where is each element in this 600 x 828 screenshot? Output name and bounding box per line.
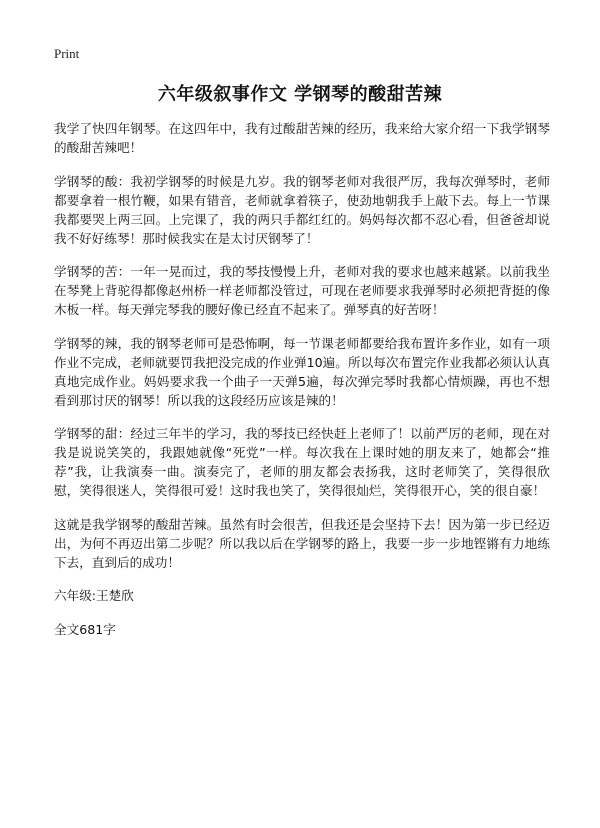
article-paragraph: 学钢琴的甜：经过三年半的学习，我的琴技已经快赶上老师了！以前严厉的老师，现在对我是说说笑笑的，我跟她就像“死党”一样。每次我在上课时她的朋友来了，她都会“推荐”我，让我演奏一曲。演奏完了，老师的朋友都会表扬我，这时老师笑了，笑得很欣慰，笑得很迷人，笑得很可爱！这时我也笑了，笑得很灿烂，笑得很开心，笑的很自豪！ xyxy=(54,426,550,498)
article-paragraph: 这就是我学钢琴的酸甜苦辣。虽然有时会很苦，但我还是会坚持下去！因为第一步已经迈出，为何不再迈出第二步呢？所以我以后在学钢琴的路上，我要一步一步地铿锵有力地练下去，直到后的成功！ xyxy=(54,516,550,570)
article-body xyxy=(54,119,550,653)
article-paragraph: 学钢琴的辣，我的钢琴老师可是恐怖啊，每一节课老师都要给我布置许多作业，如有一项作业不完成，老师就要罚我把没完成的作业弹10遍。所以每次布置完作业我都必须认认真真地完成作业。妈妈要求我一个曲子一天弹5遍，每次弹完琴时我都心情烦躁，再也不想看到那讨厌的钢琴！所以我的这段经历应该是辣的！ xyxy=(54,335,550,408)
article-paragraph: 学钢琴的酸：我初学钢琴的时候是九岁。我的钢琴老师对我很严厉，我每次弹琴时，老师都要拿着一根竹鞭，如果有错音，老师就拿着筷子，使劲地朝我手上敲下去。每上一节课我都要哭上两三回。上完课了，我的两只手都红红的。妈妈每次都不忍心看，但爸爸却说我不好好练琴！那时候我实在是太讨厌钢琴了！ xyxy=(54,173,550,246)
print-link[interactable]: Print xyxy=(54,46,80,61)
article-paragraph: 我学了快四年钢琴。在这四年中，我有过酸甜苦辣的经历，我来给大家介绍一下我学钢琴的酸甜苦辣吧！ xyxy=(54,121,550,155)
word-count: 全文681字 xyxy=(54,621,116,637)
article-paragraph: 学钢琴的苦：一年一晃而过，我的琴技慢慢上升，老师对我的要求也越来越紧。以前我坐在琴凳上背驼得都像赵州桥一样老师都没管过，可现在老师要求我弹琴时必须把背挺的像木板一样。每天弹完琴我的腰好像已经直不起来了。弹琴真的好苦呀！ xyxy=(54,264,550,317)
article-title: 六年级叙事作文 学钢琴的酸甜苦辣 xyxy=(157,84,443,105)
article-author: 六年级:王楚欣 xyxy=(54,588,134,603)
